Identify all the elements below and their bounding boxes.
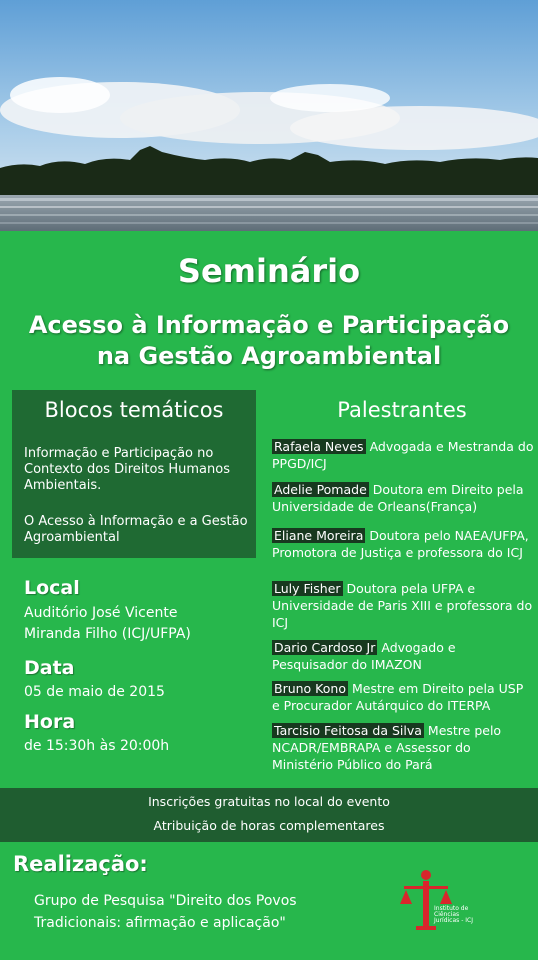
organizer-heading: Realização:	[13, 852, 148, 876]
thematic-block-item: Informação e Participação no Contexto dos Direitos Humanos Ambientais.	[24, 446, 230, 493]
speaker-item	[272, 580, 534, 631]
speakers-heading: Palestrantes	[337, 398, 467, 422]
speaker-name: Rafaela Neves	[274, 439, 364, 454]
speaker-name: Eliane Moreira	[274, 528, 364, 543]
speaker-description: Mestre pelo NCADR/EMBRAPA e Assessor do Ministério Público do Pará	[272, 723, 502, 772]
speaker-description: Advogada e Mestranda do PPGD/ICJ	[272, 439, 534, 471]
speaker-name: Tarcisio Feitosa da Silva	[274, 723, 422, 738]
speaker-item	[272, 481, 534, 515]
speaker-item	[272, 722, 534, 773]
organizer-line2: Tradicionais: afirmação e aplicação"	[34, 915, 286, 931]
info-hours: Atribuição de horas complementares	[153, 818, 385, 833]
speaker-item	[272, 680, 534, 714]
speaker-description: Doutora pela UFPA e Universidade de Paris XIII e professora do ICJ	[272, 581, 533, 630]
time-value: de 15:30h às 20:00h	[24, 738, 170, 754]
organizer-line1: Grupo de Pesquisa "Direito dos Povos	[34, 893, 297, 909]
time-heading: Hora	[24, 711, 76, 733]
speaker-description: Advogado e Pesquisador do IMAZON	[272, 640, 456, 672]
date-heading: Data	[24, 657, 75, 679]
local-line1: Auditório José Vicente	[24, 605, 178, 621]
speaker-description: Mestre em Direito pela USP e Procurador Autárquico do ITERPA	[272, 681, 524, 713]
header-landscape-photo	[0, 0, 538, 231]
speaker-item	[272, 438, 534, 472]
event-subtitle-line2: na Gestão Agroambiental	[96, 342, 442, 370]
icj-logo-text: Instituto de Ciências Jurídicas - ICJ	[434, 905, 473, 924]
speaker-item	[272, 639, 534, 673]
speaker-item	[272, 527, 534, 561]
info-registration: Inscrições gratuitas no local do evento	[148, 794, 390, 809]
thematic-blocks-heading: Blocos temáticos	[44, 398, 224, 422]
speaker-description: Doutora pelo NAEA/UFPA, Promotora de Justiça e professora do ICJ	[272, 528, 529, 560]
speaker-name: Dario Cardoso Jr	[274, 640, 376, 655]
local-heading: Local	[24, 577, 80, 599]
speaker-name: Bruno Kono	[274, 681, 346, 696]
date-value: 05 de maio de 2015	[24, 684, 165, 700]
local-line2: Miranda Filho (ICJ/UFPA)	[24, 626, 191, 642]
event-title: Seminário	[177, 252, 361, 290]
speaker-name: Luly Fisher	[274, 581, 341, 596]
organizer-text	[34, 890, 297, 934]
thematic-block-item: O Acesso à Informação e a Gestão Agroambiental	[24, 514, 248, 545]
speaker-name: Adelie Pomade	[274, 482, 367, 497]
event-subtitle-line1: Acesso à Informação e Participação	[28, 311, 510, 339]
speaker-description: Doutora em Direito pela Universidade de Orleans(França)	[272, 482, 524, 514]
